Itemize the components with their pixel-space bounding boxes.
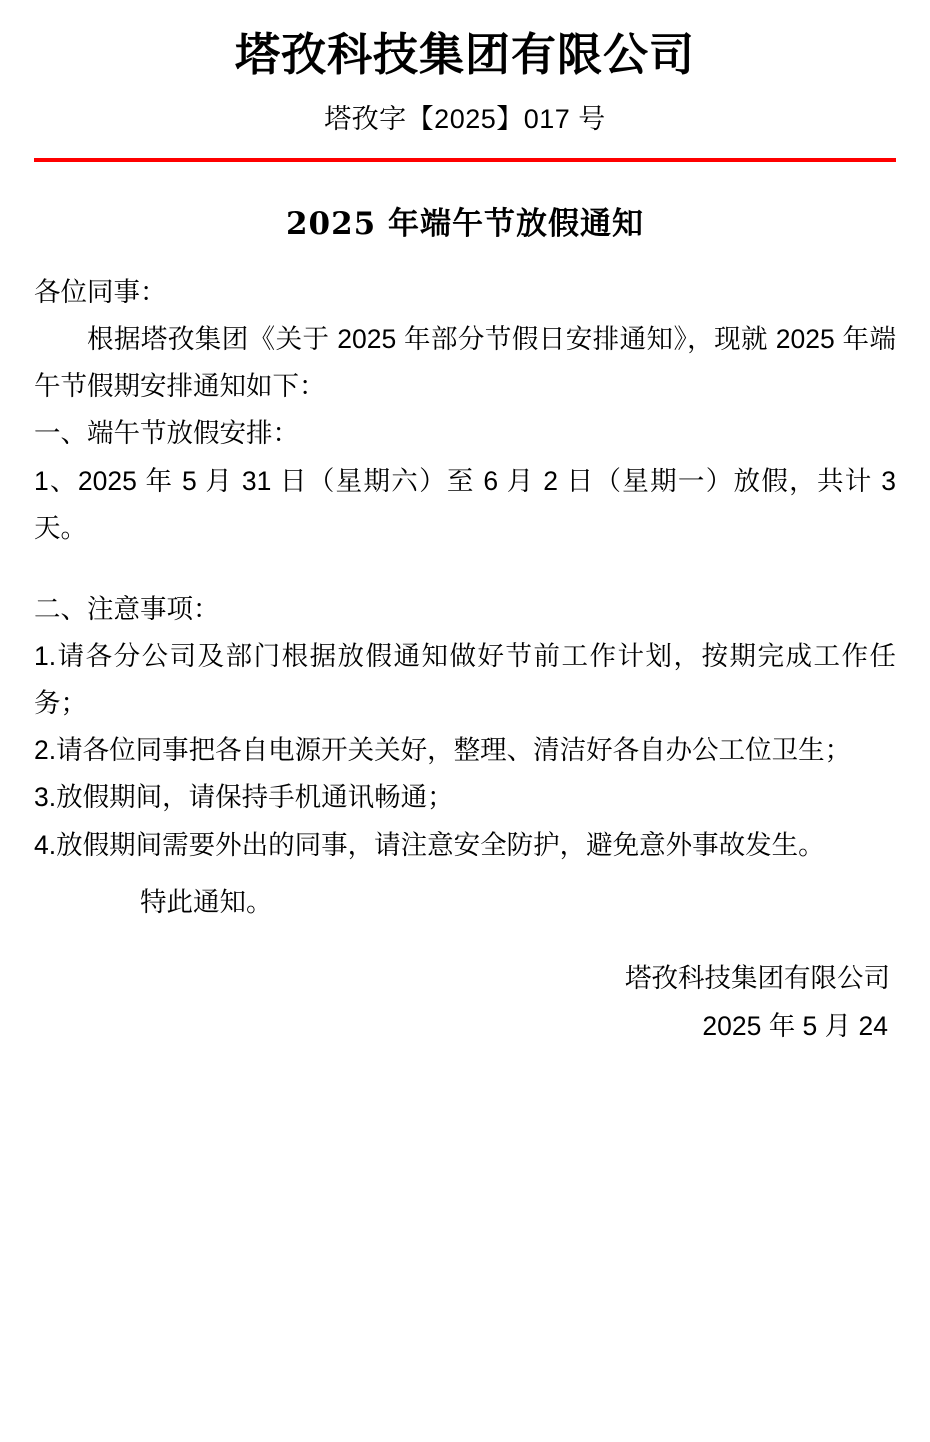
signature-block xyxy=(34,954,896,1050)
paragraph-note-1: 1.请各分公司及部门根据放假通知做好节前工作计划，按期完成工作任务； xyxy=(34,640,896,719)
paragraph-note-4: 4.放假期间需要外出的同事，请注意安全防护，避免意外事故发生。 xyxy=(34,829,825,860)
closing-text: 特此通知。 xyxy=(140,886,273,917)
signature-date: 2025 年 5 月 24 xyxy=(702,1011,888,1042)
paragraph-note-2: 2.请各位同事把各自电源开关关好，整理、清洁好各自办公工位卫生； xyxy=(34,735,852,766)
red-divider-rule xyxy=(34,158,896,162)
signature-organization: 塔孜科技集团有限公司 xyxy=(625,962,890,993)
paragraph-intro: 根据塔孜集团《关于 2025 年部分节假日安排通知》，现就 2025 年端午节假期安排通知如下： xyxy=(34,324,896,402)
salutation-text: 各位同事： xyxy=(34,276,167,307)
section-spacer xyxy=(34,552,896,586)
document-body xyxy=(34,269,896,926)
document-number: 塔孜字【2025】017 号 xyxy=(324,103,606,134)
paragraph-section-one-heading: 一、端午节放假安排： xyxy=(34,418,299,449)
paragraph-holiday-dates: 1、2025 年 5 月 31 日（星期六）至 6 月 2 日（星期一）放假，共计 3 天。 xyxy=(34,465,896,543)
paragraph-section-two-heading: 二、注意事项： xyxy=(34,593,220,624)
company-name-heading: 塔孜科技集团有限公司 xyxy=(234,28,695,81)
document-masthead xyxy=(34,28,896,136)
page-title: 2025 年端午节放假通知 xyxy=(285,205,645,242)
paragraph-note-3: 3.放假期间，请保持手机通讯畅通； xyxy=(34,782,454,813)
